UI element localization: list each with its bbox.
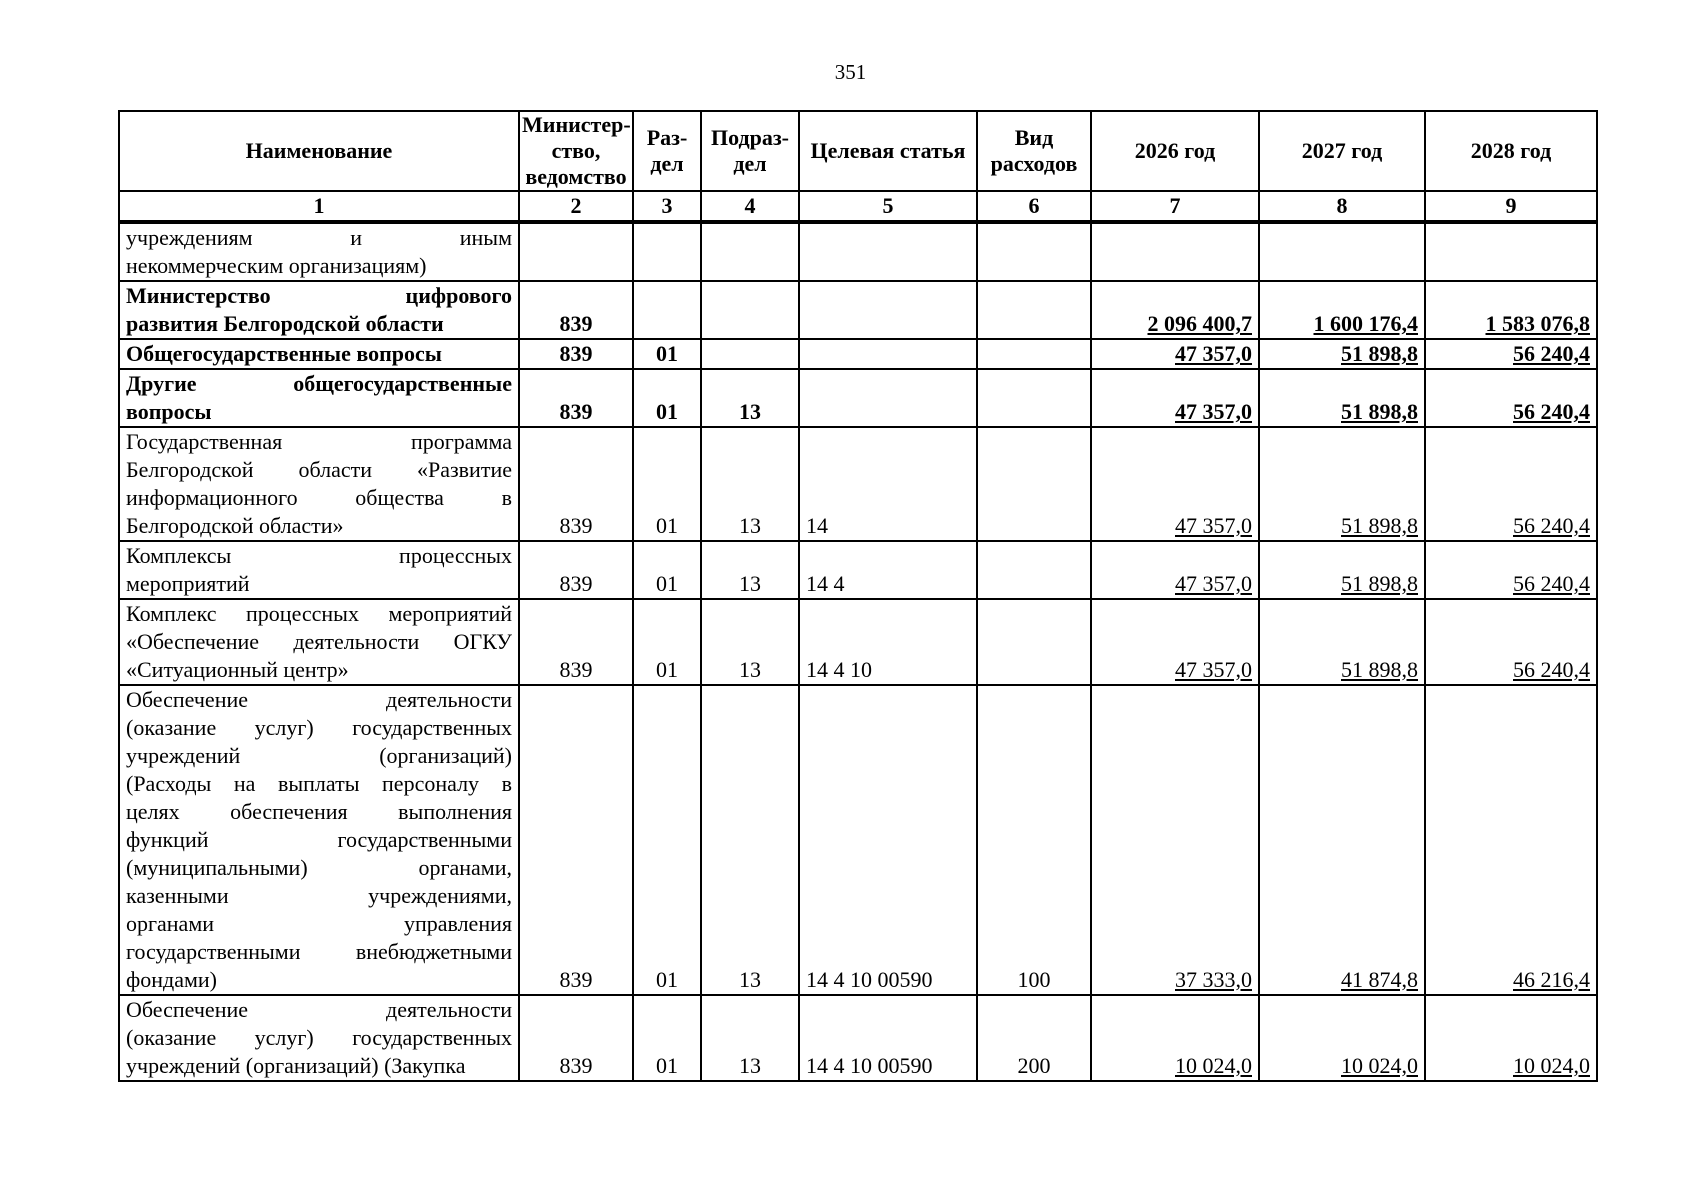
row-name-line: учреждений (организаций) (126, 743, 512, 768)
column-number: 5 (799, 191, 977, 222)
row-name-line: учреждений (организаций) (Закупка (126, 1053, 466, 1078)
header-subsection: Подраз-дел (701, 111, 799, 191)
amount-2026-cell: 47 357,0 (1091, 339, 1259, 369)
amount-2026-cell: 47 357,0 (1091, 541, 1259, 599)
row-name-line: «Обеспечение деятельности ОГКУ (126, 629, 512, 654)
ministry-cell: 839 (519, 995, 633, 1081)
row-name-cell (119, 369, 519, 427)
subsection-cell: 13 (701, 599, 799, 685)
amount-2028-cell: 1 583 076,8 (1425, 281, 1597, 339)
ministry-cell: 839 (519, 339, 633, 369)
target-cell (799, 339, 977, 369)
amount-2028-cell: 56 240,4 (1425, 599, 1597, 685)
amount-2027-cell (1259, 222, 1425, 281)
subsection-cell: 13 (701, 427, 799, 541)
target-cell: 14 4 (799, 541, 977, 599)
amount-2027-cell: 41 874,8 (1259, 685, 1425, 995)
row-name-line: Другие общегосударственные (126, 371, 512, 396)
amount-2028-cell: 56 240,4 (1425, 339, 1597, 369)
section-cell (633, 222, 701, 281)
expense-type-cell (977, 369, 1091, 427)
row-name-cell (119, 222, 519, 281)
target-cell (799, 222, 977, 281)
row-name-line: вопросы (126, 399, 212, 424)
section-cell (633, 281, 701, 339)
expense-type-cell (977, 281, 1091, 339)
row-name-line: Комплексы процессных (126, 543, 512, 568)
expense-type-cell (977, 339, 1091, 369)
amount-2028-cell: 10 024,0 (1425, 995, 1597, 1081)
amount-2027-cell: 51 898,8 (1259, 427, 1425, 541)
header-2027: 2027 год (1259, 111, 1425, 191)
row-name-line: «Ситуационный центр» (126, 657, 349, 682)
column-number: 8 (1259, 191, 1425, 222)
amount-2027-cell: 51 898,8 (1259, 369, 1425, 427)
header-row (119, 111, 1597, 191)
row-name-line: Комплекс процессных мероприятий (126, 601, 512, 626)
row-name-line: Обеспечение деятельности (126, 687, 512, 712)
header-expense-type: Вид расходов (977, 111, 1091, 191)
amount-2028-cell: 56 240,4 (1425, 541, 1597, 599)
page-number: 351 (834, 60, 867, 84)
amount-2027-cell: 1 600 176,4 (1259, 281, 1425, 339)
row-name-line: Общегосударственные вопросы (126, 341, 442, 366)
amount-2026-cell: 47 357,0 (1091, 369, 1259, 427)
ministry-cell: 839 (519, 281, 633, 339)
expense-type-cell: 200 (977, 995, 1091, 1081)
row-name-line: Белгородской области «Развитие (126, 457, 512, 482)
column-number: 7 (1091, 191, 1259, 222)
section-cell: 01 (633, 427, 701, 541)
row-name-cell (119, 427, 519, 541)
amount-2028-cell (1425, 222, 1597, 281)
row-name-line: некоммерческим организациям) (126, 253, 427, 278)
table-row (119, 427, 1597, 541)
expense-type-cell (977, 599, 1091, 685)
subsection-cell (701, 281, 799, 339)
row-name-line: развития Белгородской области (126, 311, 444, 336)
section-cell: 01 (633, 541, 701, 599)
subsection-cell (701, 222, 799, 281)
header-2028: 2028 год (1425, 111, 1597, 191)
row-name-cell (119, 685, 519, 995)
header-target: Целевая статья (799, 111, 977, 191)
subsection-cell: 13 (701, 995, 799, 1081)
row-name-line: казенными учреждениями, (126, 883, 512, 908)
row-name-line: Обеспечение деятельности (126, 997, 512, 1022)
row-name-line: (оказание услуг) государственных (126, 715, 512, 740)
row-name-line: (муниципальными) органами, (126, 855, 512, 880)
amount-2026-cell (1091, 222, 1259, 281)
section-cell: 01 (633, 599, 701, 685)
header-2026: 2026 год (1091, 111, 1259, 191)
ministry-cell: 839 (519, 599, 633, 685)
amount-2026-cell: 37 333,0 (1091, 685, 1259, 995)
row-name-line: государственными внебюджетными (126, 939, 512, 964)
expense-type-cell (977, 427, 1091, 541)
column-number: 1 (119, 191, 519, 222)
amount-2028-cell: 56 240,4 (1425, 369, 1597, 427)
table-row (119, 281, 1597, 339)
ministry-cell (519, 222, 633, 281)
ministry-cell: 839 (519, 427, 633, 541)
amount-2027-cell: 51 898,8 (1259, 599, 1425, 685)
row-name-line: функций государственными (126, 827, 512, 852)
target-cell (799, 281, 977, 339)
table-row (119, 339, 1597, 369)
column-number: 6 (977, 191, 1091, 222)
row-name-line: учреждениям и иным (126, 225, 512, 250)
row-name-cell (119, 541, 519, 599)
amount-2027-cell: 51 898,8 (1259, 339, 1425, 369)
row-name-line: фондами) (126, 967, 218, 992)
expense-type-cell (977, 541, 1091, 599)
section-cell: 01 (633, 685, 701, 995)
column-number: 2 (519, 191, 633, 222)
row-name-line: органами управления (126, 911, 512, 936)
subsection-cell (701, 339, 799, 369)
table-row (119, 369, 1597, 427)
ministry-cell: 839 (519, 541, 633, 599)
ministry-cell: 839 (519, 369, 633, 427)
table-row (119, 541, 1597, 599)
amount-2028-cell: 46 216,4 (1425, 685, 1597, 995)
amount-2026-cell: 10 024,0 (1091, 995, 1259, 1081)
target-cell: 14 (799, 427, 977, 541)
amount-2027-cell: 51 898,8 (1259, 541, 1425, 599)
row-name-line: Государственная программа (126, 429, 512, 454)
row-name-line: целях обеспечения выполнения (126, 799, 512, 824)
column-number: 3 (633, 191, 701, 222)
row-name-cell (119, 995, 519, 1081)
row-name-line: Белгородской области» (126, 513, 344, 538)
row-name-cell (119, 281, 519, 339)
row-name-cell (119, 599, 519, 685)
column-number: 4 (701, 191, 799, 222)
row-name-line: (оказание услуг) государственных (126, 1025, 512, 1050)
subsection-cell: 13 (701, 369, 799, 427)
column-number-row (119, 191, 1597, 222)
ministry-cell: 839 (519, 685, 633, 995)
table-row (119, 222, 1597, 281)
target-cell: 14 4 10 00590 (799, 995, 977, 1081)
expense-type-cell: 100 (977, 685, 1091, 995)
target-cell: 14 4 10 (799, 599, 977, 685)
header-name: Наименование (119, 111, 519, 191)
table-row (119, 599, 1597, 685)
row-name-line: (Расходы на выплаты персоналу в (126, 771, 512, 796)
section-cell: 01 (633, 369, 701, 427)
expense-type-cell (977, 222, 1091, 281)
subsection-cell: 13 (701, 541, 799, 599)
section-cell: 01 (633, 339, 701, 369)
amount-2027-cell: 10 024,0 (1259, 995, 1425, 1081)
table-row (119, 685, 1597, 995)
column-number: 9 (1425, 191, 1597, 222)
row-name-cell (119, 339, 519, 369)
amount-2026-cell: 47 357,0 (1091, 427, 1259, 541)
table-row (119, 995, 1597, 1081)
row-name-line: мероприятий (126, 571, 250, 596)
budget-table (118, 110, 1598, 1082)
header-section: Раз-дел (633, 111, 701, 191)
row-name-line: информационного общества в (126, 485, 512, 510)
header-ministry: Министер-ство, ведомство (519, 111, 633, 191)
table-body (119, 222, 1597, 1081)
amount-2026-cell: 2 096 400,7 (1091, 281, 1259, 339)
amount-2028-cell: 56 240,4 (1425, 427, 1597, 541)
target-cell (799, 369, 977, 427)
section-cell: 01 (633, 995, 701, 1081)
row-name-line: Министерство цифрового (126, 283, 512, 308)
amount-2026-cell: 47 357,0 (1091, 599, 1259, 685)
target-cell: 14 4 10 00590 (799, 685, 977, 995)
subsection-cell: 13 (701, 685, 799, 995)
